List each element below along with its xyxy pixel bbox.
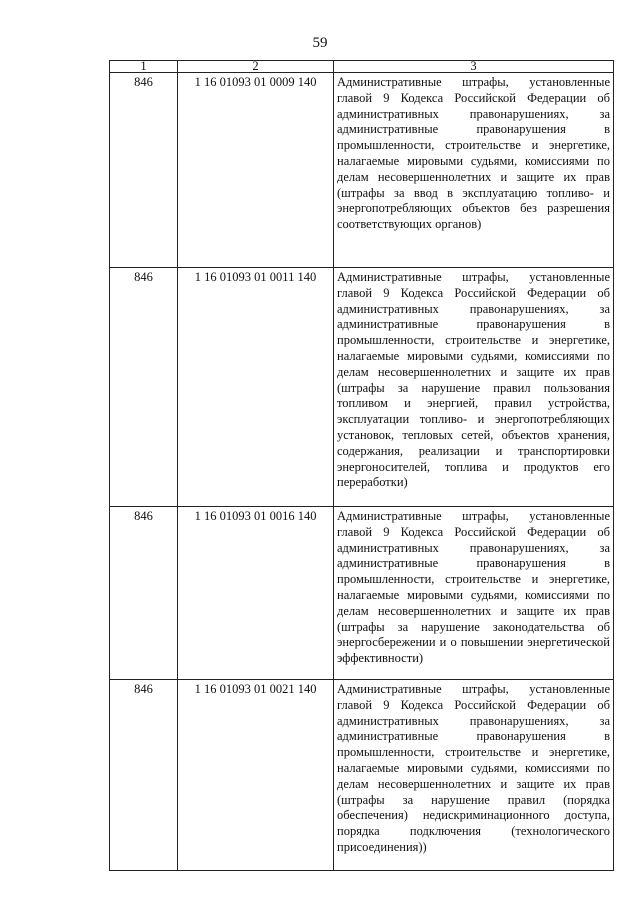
description-cell: Административные штрафы, установленные главой 9 Кодекса Российской Федерации об административных правонарушениях, за административные правонарушения в промышленности, строительстве и энергетике, налагаемые мировыми судьями, комиссиями по делам несовершеннолетних и защите их прав (штрафы за нарушение правил (порядка обеспечения) недискриминационного доступа, порядка подключения (технологического присоединения)) bbox=[334, 679, 614, 870]
column-header-3: 3 bbox=[334, 61, 614, 73]
table-row bbox=[110, 679, 614, 870]
description-cell: Административные штрафы, установленные главой 9 Кодекса Российской Федерации об административных правонарушениях, за административные правонарушения в промышленности, строительстве и энергетике, налагаемые мировыми судьями, комиссиями по делам несовершеннолетних и защите их прав (штрафы за ввод в эксплуатацию топливо- и энергопотребляющих объектов без разрешения соответствующих органов) bbox=[334, 73, 614, 268]
admin-code-cell: 846 bbox=[110, 268, 178, 507]
column-header-1: 1 bbox=[110, 61, 178, 73]
table-row bbox=[110, 73, 614, 268]
header-row bbox=[110, 61, 614, 73]
description-cell: Административные штрафы, установленные главой 9 Кодекса Российской Федерации об административных правонарушениях, за административные правонарушения в промышленности, строительстве и энергетике, налагаемые мировыми судьями, комиссиями по делам несовершеннолетних и защите их прав (штрафы за нарушение законодательства об энергосбережении и о повышении энергетической эффективности) bbox=[334, 507, 614, 680]
admin-code-cell: 846 bbox=[110, 507, 178, 680]
column-header-2: 2 bbox=[178, 61, 334, 73]
budget-code-cell: 1 16 01093 01 0016 140 bbox=[178, 507, 334, 680]
page-number: 59 bbox=[312, 35, 328, 51]
table-row bbox=[110, 268, 614, 507]
budget-code-cell: 1 16 01093 01 0011 140 bbox=[178, 268, 334, 507]
fines-table bbox=[109, 60, 614, 871]
table-row bbox=[110, 507, 614, 680]
budget-code-cell: 1 16 01093 01 0021 140 bbox=[178, 679, 334, 870]
admin-code-cell: 846 bbox=[110, 73, 178, 268]
budget-code-cell: 1 16 01093 01 0009 140 bbox=[178, 73, 334, 268]
description-cell: Административные штрафы, установленные главой 9 Кодекса Российской Федерации об административных правонарушениях, за административные правонарушения в промышленности, строительстве и энергетике, налагаемые мировыми судьями, комиссиями по делам несовершеннолетних и защите их прав (штрафы за нарушение правил пользования топливом и энергией, правил устройства, эксплуатации топливо- и энергопотребляющих установок, тепловых сетей, объектов хранения, содержания, реализации и транспортировки энергоносителей, топлива и продуктов его переработки) bbox=[334, 268, 614, 507]
admin-code-cell: 846 bbox=[110, 679, 178, 870]
